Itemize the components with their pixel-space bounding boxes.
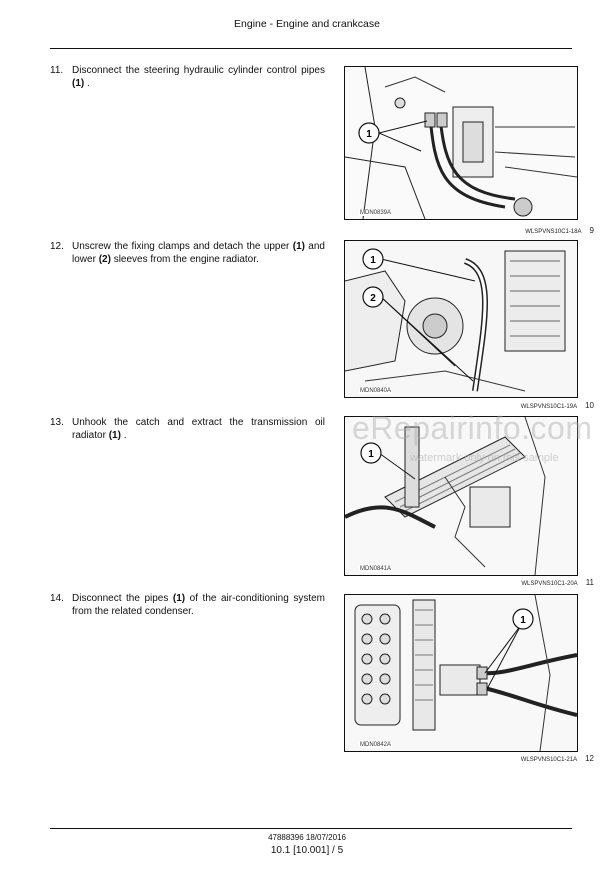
page-number: 10.1 [10.001] / 5: [270, 845, 344, 856]
figure-illustration: [345, 595, 577, 751]
callout-1: 1: [368, 449, 374, 460]
footer-rule: [50, 828, 572, 829]
callout-1: 1: [520, 615, 526, 626]
step-11: [50, 64, 325, 90]
figure-caption: WLSPVNS10C1-18A 9: [525, 226, 594, 235]
step-number: 12.: [50, 241, 64, 252]
footer-code: 47888396 18/07/2016: [268, 833, 346, 842]
figure-12: [344, 594, 578, 752]
step-12: [50, 240, 325, 266]
watermark-subtitle: watermark only on this sample: [410, 452, 559, 464]
figure-illustration: [345, 67, 577, 219]
figure-code: MDN0839A: [360, 210, 392, 216]
watermark: eRepairinfo.com: [352, 410, 593, 446]
step-text: Unhook the catch and extract the transmission oil radiator (1) .: [72, 417, 325, 441]
step-number: 11.: [50, 65, 64, 76]
figure-10: [344, 240, 578, 398]
figure-caption: WLSPVNS10C1-21A 12: [520, 754, 594, 763]
step-13: [50, 416, 325, 442]
figure-code: MDN0841A: [360, 566, 392, 572]
figure-illustration: [345, 241, 577, 397]
figure-code: MDN0842A: [360, 742, 392, 748]
header-rule: [50, 48, 572, 49]
figure-9: [344, 66, 578, 220]
step-text: Unscrew the fixing clamps and detach the upper (1) and lower (2) sleeves from the engine radiator.: [72, 241, 325, 265]
step-text: Disconnect the pipes (1) of the air-conditioning system from the related condenser.: [72, 593, 325, 617]
step-text: Disconnect the steering hydraulic cylinder control pipes (1) .: [72, 65, 325, 89]
step-number: 14.: [50, 593, 64, 604]
callout-1: 1: [366, 129, 372, 140]
step-14: [50, 592, 325, 618]
step-number: 13.: [50, 417, 64, 428]
figure-code: MDN0840A: [360, 388, 392, 394]
figure-caption: WLSPVNS10C1-20A 11: [521, 578, 594, 587]
callout-1: 1: [370, 255, 376, 266]
page-header: Engine - Engine and crankcase: [234, 18, 380, 30]
callout-2: 2: [370, 293, 376, 304]
figure-caption: WLSPVNS10C1-19A 10: [520, 401, 594, 410]
